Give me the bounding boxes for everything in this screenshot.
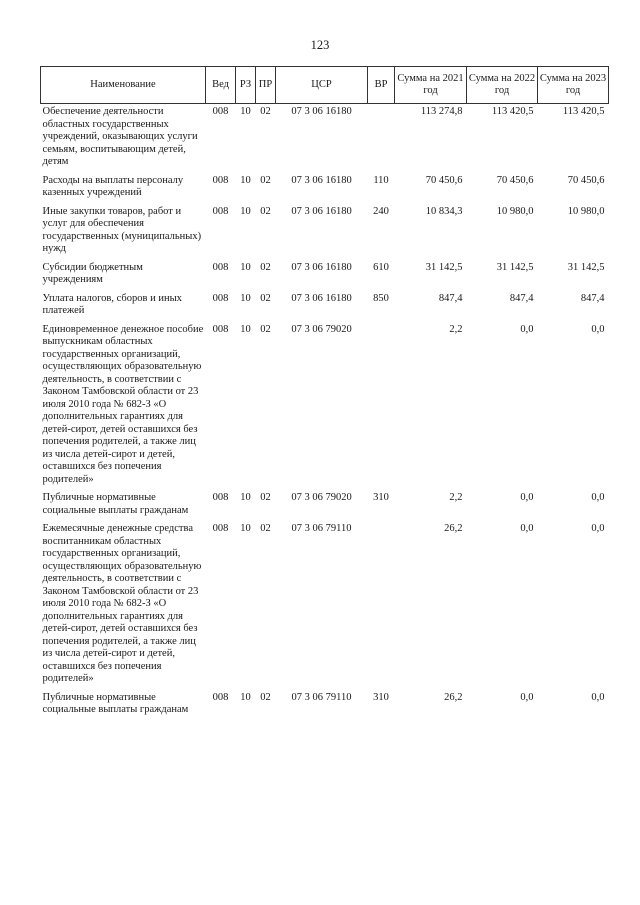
- row-sum-2021: 847,4: [438, 292, 463, 304]
- row-pr: 02: [260, 292, 271, 304]
- header-name: Наименование: [41, 67, 206, 104]
- table-body: [41, 104, 609, 721]
- row-rz: 10: [240, 691, 251, 703]
- row-sum-2023: 113 420,5: [562, 106, 605, 117]
- page-number: 123: [310, 38, 330, 52]
- row-rz: 10: [240, 492, 251, 503]
- budget-table: [40, 66, 609, 721]
- row-ved: 008: [212, 523, 229, 534]
- row-sum-2023: 0,0: [591, 492, 605, 503]
- row-csr: 07 3 06 79110: [291, 523, 352, 534]
- row-sum-2023: 70 450,6: [567, 174, 605, 186]
- table-row: [41, 173, 609, 204]
- row-sum-2021: 26,2: [444, 523, 463, 534]
- row-vr: [368, 322, 395, 491]
- row-name: Расходы на выплаты персоналу казенных учреждений: [42, 174, 184, 198]
- row-vr: [368, 521, 395, 690]
- row-sum-2022: 0,0: [520, 492, 534, 503]
- row-sum-2022: 0,0: [520, 691, 534, 703]
- row-csr: 07 3 06 16180: [291, 292, 352, 304]
- row-sum-2023: 847,4: [580, 292, 605, 304]
- row-csr: 07 3 06 16180: [291, 174, 352, 186]
- row-sum-2021: 70 450,6: [425, 174, 463, 186]
- row-ved: 008: [212, 205, 229, 217]
- header-sum-2023: Сумма на 2023 год: [538, 67, 609, 104]
- row-sum-2023: 0,0: [591, 691, 605, 703]
- row-ved: 008: [212, 691, 229, 703]
- row-sum-2022: 0,0: [520, 523, 534, 534]
- table-row: [41, 291, 609, 322]
- row-name: Публичные нормативные социальные выплаты гражданам: [42, 691, 189, 715]
- row-vr: 850: [373, 292, 389, 304]
- row-ved: 008: [212, 323, 229, 335]
- header-sum-2022: Сумма на 2022 год: [467, 67, 538, 104]
- header-sum-2021: Сумма на 2021 год: [395, 67, 467, 104]
- row-name: Обеспечение деятельности областных государственных учреждений, оказывающих услуги семьям, воспитывающим детей, детям: [42, 106, 198, 167]
- row-ved: 008: [212, 492, 229, 503]
- row-rz: 10: [240, 292, 251, 304]
- row-sum-2022: 113 420,5: [491, 106, 534, 117]
- row-rz: 10: [240, 106, 251, 117]
- table-header-row: [41, 67, 609, 104]
- row-vr: 610: [373, 261, 389, 273]
- row-pr: 02: [260, 691, 271, 703]
- row-sum-2021: 113 274,8: [420, 106, 463, 117]
- row-name: Публичные нормативные социальные выплаты гражданам: [42, 492, 189, 516]
- row-csr: 07 3 06 16180: [291, 106, 352, 117]
- row-pr: 02: [260, 323, 271, 335]
- row-csr: 07 3 06 79110: [291, 691, 352, 703]
- row-sum-2021: 10 834,3: [425, 205, 463, 217]
- row-vr: [368, 104, 395, 173]
- table-row: [41, 521, 609, 690]
- row-vr: 240: [373, 205, 389, 217]
- row-sum-2023: 31 142,5: [567, 261, 605, 273]
- row-csr: 07 3 06 16180: [291, 261, 352, 273]
- header-csr: ЦСР: [276, 67, 368, 104]
- row-pr: 02: [260, 523, 271, 534]
- header-rz: РЗ: [236, 67, 256, 104]
- row-pr: 02: [260, 106, 271, 117]
- row-sum-2023: 10 980,0: [567, 205, 605, 217]
- row-sum-2021: 31 142,5: [425, 261, 463, 273]
- header-ved: Вед: [206, 67, 236, 104]
- row-rz: 10: [240, 261, 251, 273]
- row-vr: 110: [373, 174, 389, 186]
- row-pr: 02: [260, 205, 271, 217]
- row-name: Единовременное денежное пособие выпускникам областных государственных организаций, осуществляющих образовательную деятельность, в соответствии с Законом Тамбовской области от 23 июля 2010 года № 682-З «О дополнительных гарантиях для детей-сирот, детей оставшихся без попечения родителей, а также лиц из числа детей-сирот и детей, оставшихся без попечения родителей»: [42, 323, 204, 485]
- row-sum-2021: 2,2: [449, 323, 463, 335]
- table-row: [41, 322, 609, 491]
- row-rz: 10: [240, 323, 251, 335]
- row-rz: 10: [240, 205, 251, 217]
- row-vr: 310: [373, 691, 389, 703]
- header-pr: ПР: [256, 67, 276, 104]
- row-csr: 07 3 06 16180: [291, 205, 352, 217]
- row-sum-2022: 70 450,6: [496, 174, 534, 186]
- row-ved: 008: [212, 106, 229, 117]
- table-row: [41, 490, 609, 521]
- table-row: [41, 260, 609, 291]
- row-sum-2021: 2,2: [449, 492, 463, 503]
- row-csr: 07 3 06 79020: [291, 492, 352, 503]
- row-name: Ежемесячные денежные средства воспитанникам областных государственных организаций, осуществляющих образовательную деятельность, в соответствии с Законом Тамбовской области от 23 июля 2010 года № 682-З «О дополнительных гарантиях для детей-сирот, детей оставшихся без попечения родителей, а также лиц из числа детей-сирот и детей, оставшихся без попечения родителей»: [42, 523, 202, 684]
- table-row: [41, 204, 609, 260]
- row-sum-2022: 10 980,0: [496, 205, 534, 217]
- row-rz: 10: [240, 523, 251, 534]
- row-csr: 07 3 06 79020: [291, 323, 352, 335]
- row-rz: 10: [240, 174, 251, 186]
- row-vr: 310: [373, 492, 389, 503]
- row-ved: 008: [212, 174, 229, 186]
- table-row: [41, 104, 609, 173]
- row-sum-2023: 0,0: [591, 523, 605, 534]
- row-sum-2022: 847,4: [509, 292, 534, 304]
- table-row: [41, 690, 609, 721]
- row-name: Субсидии бюджетным учреждениям: [42, 261, 143, 285]
- row-sum-2022: 31 142,5: [496, 261, 534, 273]
- row-sum-2022: 0,0: [520, 323, 534, 335]
- row-pr: 02: [260, 492, 271, 503]
- row-sum-2023: 0,0: [591, 323, 605, 335]
- row-sum-2021: 26,2: [444, 691, 463, 703]
- row-name: Иные закупки товаров, работ и услуг для обеспечения государственных (муниципальных) нужд: [42, 205, 202, 254]
- row-name: Уплата налогов, сборов и иных платежей: [42, 292, 182, 316]
- row-ved: 008: [212, 292, 229, 304]
- row-pr: 02: [260, 174, 271, 186]
- row-ved: 008: [212, 261, 229, 273]
- header-vr: ВР: [368, 67, 395, 104]
- row-pr: 02: [260, 261, 271, 273]
